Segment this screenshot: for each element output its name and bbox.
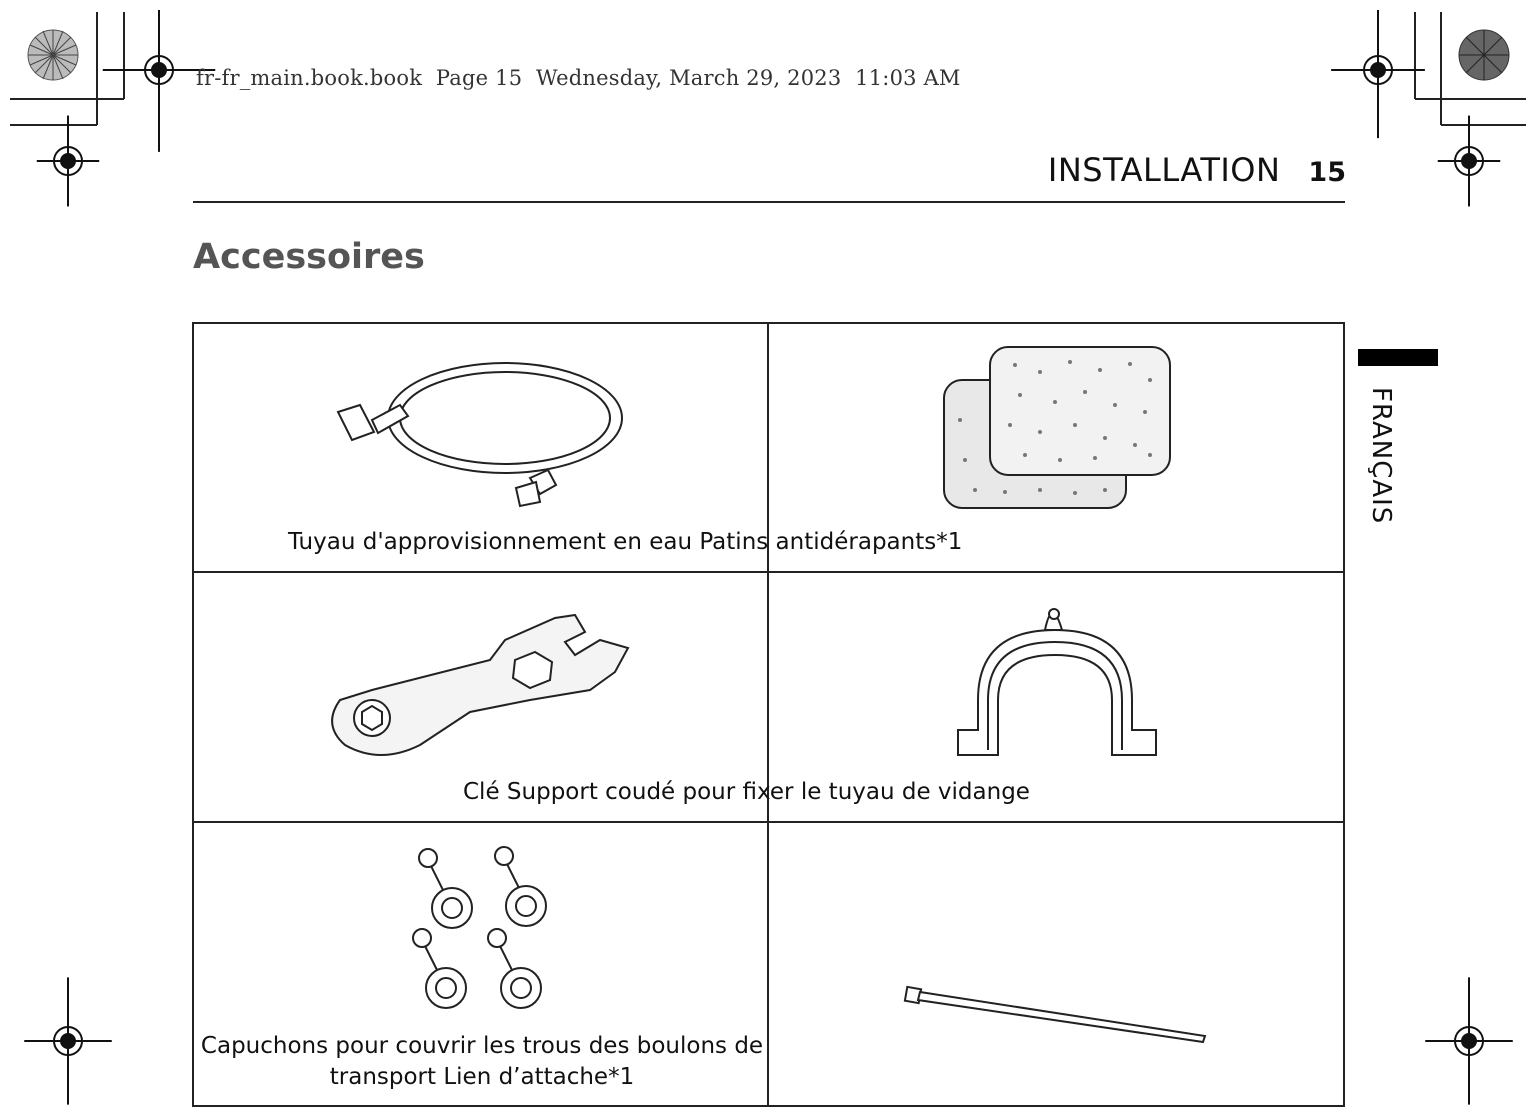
water-supply-hose-illustration <box>338 363 622 506</box>
caption-row2: Clé Support coudé pour fixer le tuyau de vidange <box>463 779 1030 805</box>
section-title: Accessoires <box>193 237 425 277</box>
caption-row3 <box>200 1031 764 1093</box>
anti-slip-pads-illustration <box>944 347 1170 508</box>
wrench-illustration <box>332 615 628 755</box>
book-meta-line: fr-fr_main.book.book Page 15 Wednesday, March 29, 2023 11:03 AM <box>196 66 961 90</box>
caption-row3-line1: Capuchons pour couvrir les trous des boulons de <box>200 1033 764 1059</box>
caption-row1: Tuyau d'approvisionnement en eau Patins antidérapants*1 <box>288 529 963 555</box>
running-head-section: INSTALLATION <box>1047 151 1281 189</box>
language-tab-label: FRANÇAIS <box>1366 387 1396 525</box>
page-number: 15 <box>1308 157 1346 188</box>
caption-row3-line2: transport Lien d’attache*1 <box>329 1064 635 1090</box>
cable-tie-illustration <box>905 987 1205 1042</box>
transit-bolt-caps-illustration <box>413 847 546 1008</box>
elbow-bracket-illustration <box>958 609 1156 755</box>
